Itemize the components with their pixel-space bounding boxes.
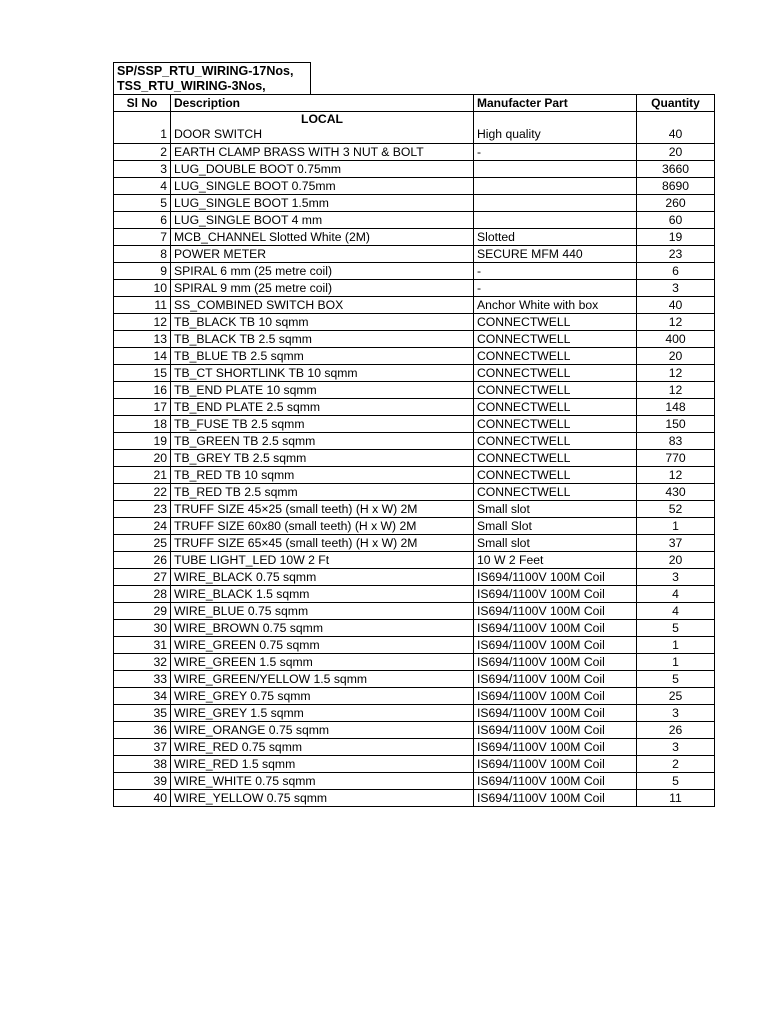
description-cell: LUG_SINGLE BOOT 1.5mm [171,195,474,212]
description-text: DOOR SWITCH [174,127,263,141]
table-row [114,484,715,501]
manufacturer-part-cell: CONNECTWELL [474,433,637,450]
sl-no-cell: 28 [114,586,171,603]
section-label-local: LOCAL [301,112,343,126]
table-row [114,569,715,586]
manufacturer-part-cell: Slotted [474,229,637,246]
manufacturer-part-cell: SECURE MFM 440 [474,246,637,263]
manufacturer-part-cell: IS694/1100V 100M Coil [474,773,637,790]
sl-no-cell: 26 [114,552,171,569]
manufacturer-part-cell: IS694/1100V 100M Coil [474,620,637,637]
quantity-cell: 12 [637,314,715,331]
quantity-cell: 148 [637,399,715,416]
quantity-cell: 26 [637,722,715,739]
manufacturer-part-cell: Small slot [474,501,637,518]
description-cell: TB_END PLATE 2.5 sqmm [171,399,474,416]
description-cell: TRUFF SIZE 60x80 (small teeth) (H x W) 2M [171,518,474,535]
table-row [114,297,715,314]
table-row [114,382,715,399]
sl-no-cell: 1 [114,112,171,144]
table-row [114,637,715,654]
sl-no-cell: 8 [114,246,171,263]
sheet-title-line-1: SP/SSP_RTU_WIRING-17Nos, [117,64,294,78]
table-row [114,790,715,807]
quantity-cell: 1 [637,637,715,654]
quantity-cell: 11 [637,790,715,807]
description-cell: LUG_SINGLE BOOT 4 mm [171,212,474,229]
quantity-cell: 40 [637,297,715,314]
sl-no-cell: 12 [114,314,171,331]
sl-no-cell: 23 [114,501,171,518]
description-cell: TB_FUSE TB 2.5 sqmm [171,416,474,433]
header-quantity: Quantity [637,95,715,112]
table-row [114,671,715,688]
table-row [114,331,715,348]
description-cell: TB_GREEN TB 2.5 sqmm [171,433,474,450]
sl-no-cell: 2 [114,144,171,161]
header-manufacturer-part: Manufacter Part [474,95,637,112]
quantity-cell: 20 [637,348,715,365]
sl-no-cell: 38 [114,756,171,773]
sl-no-cell: 37 [114,739,171,756]
quantity-cell: 3 [637,705,715,722]
description-cell: WIRE_GREEN 1.5 sqmm [171,654,474,671]
quantity-cell: 150 [637,416,715,433]
manufacturer-part-cell: IS694/1100V 100M Coil [474,586,637,603]
table-row [114,314,715,331]
quantity-cell: 12 [637,365,715,382]
table-row [114,501,715,518]
table-row [114,399,715,416]
table-row [114,518,715,535]
table-row [114,195,715,212]
table-row [114,112,715,144]
table-row [114,722,715,739]
description-cell: TRUFF SIZE 45×25 (small teeth) (H x W) 2M [171,501,474,518]
description-cell: POWER METER [171,246,474,263]
table-row [114,467,715,484]
quantity-cell: 260 [637,195,715,212]
manufacturer-part-cell: - [474,144,637,161]
sl-no-cell: 32 [114,654,171,671]
quantity-cell: 83 [637,433,715,450]
manufacturer-part-cell: Anchor White with box [474,297,637,314]
sl-no-cell: 39 [114,773,171,790]
sl-no-cell: 30 [114,620,171,637]
description-cell: WIRE_BROWN 0.75 sqmm [171,620,474,637]
manufacturer-part-cell: CONNECTWELL [474,484,637,501]
description-cell: TB_BLUE TB 2.5 sqmm [171,348,474,365]
quantity-cell: 60 [637,212,715,229]
quantity-cell: 12 [637,382,715,399]
sl-no-cell: 10 [114,280,171,297]
quantity-cell: 12 [637,467,715,484]
manufacturer-part-cell: IS694/1100V 100M Coil [474,722,637,739]
description-cell: TB_BLACK TB 10 sqmm [171,314,474,331]
sl-no-cell: 9 [114,263,171,280]
manufacturer-part-cell: High quality [474,112,637,144]
description-cell: TB_RED TB 10 sqmm [171,467,474,484]
manufacturer-part-cell: Small Slot [474,518,637,535]
table-row [114,246,715,263]
quantity-cell: 52 [637,501,715,518]
description-cell: LUG_SINGLE BOOT 0.75mm [171,178,474,195]
table-row [114,212,715,229]
quantity-cell: 5 [637,671,715,688]
sheet-title-line-2: TSS_RTU_WIRING-3Nos, [117,79,266,93]
quantity-cell: 5 [637,773,715,790]
table-body [114,112,715,807]
table-row [114,433,715,450]
quantity-cell: 1 [637,518,715,535]
manufacturer-part-cell: IS694/1100V 100M Coil [474,790,637,807]
sl-no-cell: 17 [114,399,171,416]
sl-no-cell: 4 [114,178,171,195]
table-row [114,552,715,569]
description-cell: SPIRAL 6 mm (25 metre coil) [171,263,474,280]
quantity-cell: 4 [637,603,715,620]
sl-no-cell: 14 [114,348,171,365]
quantity-cell: 37 [637,535,715,552]
description-cell: TB_BLACK TB 2.5 sqmm [171,331,474,348]
sl-no-cell: 21 [114,467,171,484]
sl-no-cell: 34 [114,688,171,705]
table-row [114,654,715,671]
quantity-cell: 3 [637,569,715,586]
sl-no-cell: 35 [114,705,171,722]
sl-no-cell: 7 [114,229,171,246]
description-cell: WIRE_RED 1.5 sqmm [171,756,474,773]
quantity-cell: 20 [637,552,715,569]
description-cell: TB_GREY TB 2.5 sqmm [171,450,474,467]
manufacturer-part-cell: CONNECTWELL [474,450,637,467]
manufacturer-part-cell: - [474,263,637,280]
manufacturer-part-cell: CONNECTWELL [474,365,637,382]
table-row [114,739,715,756]
description-cell: SPIRAL 9 mm (25 metre coil) [171,280,474,297]
header-description: Description [171,95,474,112]
description-cell: WIRE_GREEN/YELLOW 1.5 sqmm [171,671,474,688]
table-row [114,348,715,365]
manufacturer-part-cell: CONNECTWELL [474,382,637,399]
description-cell: TB_RED TB 2.5 sqmm [171,484,474,501]
table-row [114,229,715,246]
description-cell: WIRE_ORANGE 0.75 sqmm [171,722,474,739]
quantity-cell: 6 [637,263,715,280]
description-cell: WIRE_GREY 1.5 sqmm [171,705,474,722]
description-cell: MCB_CHANNEL Slotted White (2M) [171,229,474,246]
table-row [114,756,715,773]
sl-no-cell: 27 [114,569,171,586]
manufacturer-part-cell: IS694/1100V 100M Coil [474,654,637,671]
quantity-cell: 430 [637,484,715,501]
quantity-cell: 1 [637,654,715,671]
sl-no-cell: 31 [114,637,171,654]
sl-no-cell: 33 [114,671,171,688]
sl-no-cell: 24 [114,518,171,535]
table-row [114,705,715,722]
manufacturer-part-cell: IS694/1100V 100M Coil [474,603,637,620]
description-cell: SS_COMBINED SWITCH BOX [171,297,474,314]
quantity-cell: 2 [637,756,715,773]
description-cell: WIRE_YELLOW 0.75 sqmm [171,790,474,807]
table-row [114,365,715,382]
manufacturer-part-cell: IS694/1100V 100M Coil [474,705,637,722]
manufacturer-part-cell: IS694/1100V 100M Coil [474,569,637,586]
sl-no-cell: 13 [114,331,171,348]
table-row [114,416,715,433]
manufacturer-part-cell: Small slot [474,535,637,552]
description-cell: TUBE LIGHT_LED 10W 2 Ft [171,552,474,569]
manufacturer-part-cell: IS694/1100V 100M Coil [474,671,637,688]
table-row [114,773,715,790]
manufacturer-part-cell: CONNECTWELL [474,416,637,433]
quantity-cell: 3 [637,739,715,756]
table-row [114,178,715,195]
manufacturer-part-cell: IS694/1100V 100M Coil [474,688,637,705]
manufacturer-part-cell [474,178,637,195]
description-cell: TRUFF SIZE 65×45 (small teeth) (H x W) 2M [171,535,474,552]
description-cell: TB_END PLATE 10 sqmm [171,382,474,399]
quantity-cell: 400 [637,331,715,348]
sheet-title-box [113,62,311,94]
manufacturer-part-cell [474,195,637,212]
description-cell: WIRE_WHITE 0.75 sqmm [171,773,474,790]
description-cell: WIRE_BLACK 1.5 sqmm [171,586,474,603]
description-cell: WIRE_BLACK 0.75 sqmm [171,569,474,586]
sl-no-cell: 20 [114,450,171,467]
table-row [114,161,715,178]
sl-no-cell: 19 [114,433,171,450]
description-cell: WIRE_RED 0.75 sqmm [171,739,474,756]
table-row [114,263,715,280]
quantity-cell: 25 [637,688,715,705]
quantity-cell: 23 [637,246,715,263]
sl-no-cell: 16 [114,382,171,399]
manufacturer-part-cell [474,212,637,229]
sl-no-cell: 40 [114,790,171,807]
header-sl-no: Sl No [114,95,171,112]
manufacturer-part-cell: CONNECTWELL [474,348,637,365]
description-cell: LUG_DOUBLE BOOT 0.75mm [171,161,474,178]
quantity-cell: 3 [637,280,715,297]
description-cell: WIRE_GREEN 0.75 sqmm [171,637,474,654]
quantity-cell: 4 [637,586,715,603]
quantity-cell: 19 [637,229,715,246]
table-row [114,688,715,705]
table-row [114,586,715,603]
table-row [114,603,715,620]
quantity-cell: 20 [637,144,715,161]
quantity-cell: 5 [637,620,715,637]
manufacturer-part-cell: CONNECTWELL [474,314,637,331]
sl-no-cell: 6 [114,212,171,229]
manufacturer-part-cell: CONNECTWELL [474,331,637,348]
manufacturer-part-cell: CONNECTWELL [474,467,637,484]
quantity-cell: 8690 [637,178,715,195]
manufacturer-part-cell: IS694/1100V 100M Coil [474,756,637,773]
quantity-cell: 770 [637,450,715,467]
table-row [114,535,715,552]
sl-no-cell: 22 [114,484,171,501]
manufacturer-part-cell: IS694/1100V 100M Coil [474,637,637,654]
quantity-cell: 3660 [637,161,715,178]
description-cell: WIRE_BLUE 0.75 sqmm [171,603,474,620]
manufacturer-part-cell [474,161,637,178]
sl-no-cell: 18 [114,416,171,433]
description-cell [171,112,474,144]
table-row [114,620,715,637]
manufacturer-part-cell: - [474,280,637,297]
description-cell: TB_CT SHORTLINK TB 10 sqmm [171,365,474,382]
sl-no-cell: 15 [114,365,171,382]
table-header-row [114,95,715,112]
sl-no-cell: 3 [114,161,171,178]
manufacturer-part-cell: CONNECTWELL [474,399,637,416]
table-row [114,144,715,161]
manufacturer-part-cell: IS694/1100V 100M Coil [474,739,637,756]
table-row [114,450,715,467]
sl-no-cell: 11 [114,297,171,314]
description-cell: EARTH CLAMP BRASS WITH 3 NUT & BOLT [171,144,474,161]
manufacturer-part-cell: 10 W 2 Feet [474,552,637,569]
table-row [114,280,715,297]
wiring-bom-table [113,94,715,807]
sl-no-cell: 36 [114,722,171,739]
sl-no-cell: 5 [114,195,171,212]
sl-no-cell: 29 [114,603,171,620]
sl-no-cell: 25 [114,535,171,552]
description-cell: WIRE_GREY 0.75 sqmm [171,688,474,705]
quantity-cell: 40 [637,112,715,144]
